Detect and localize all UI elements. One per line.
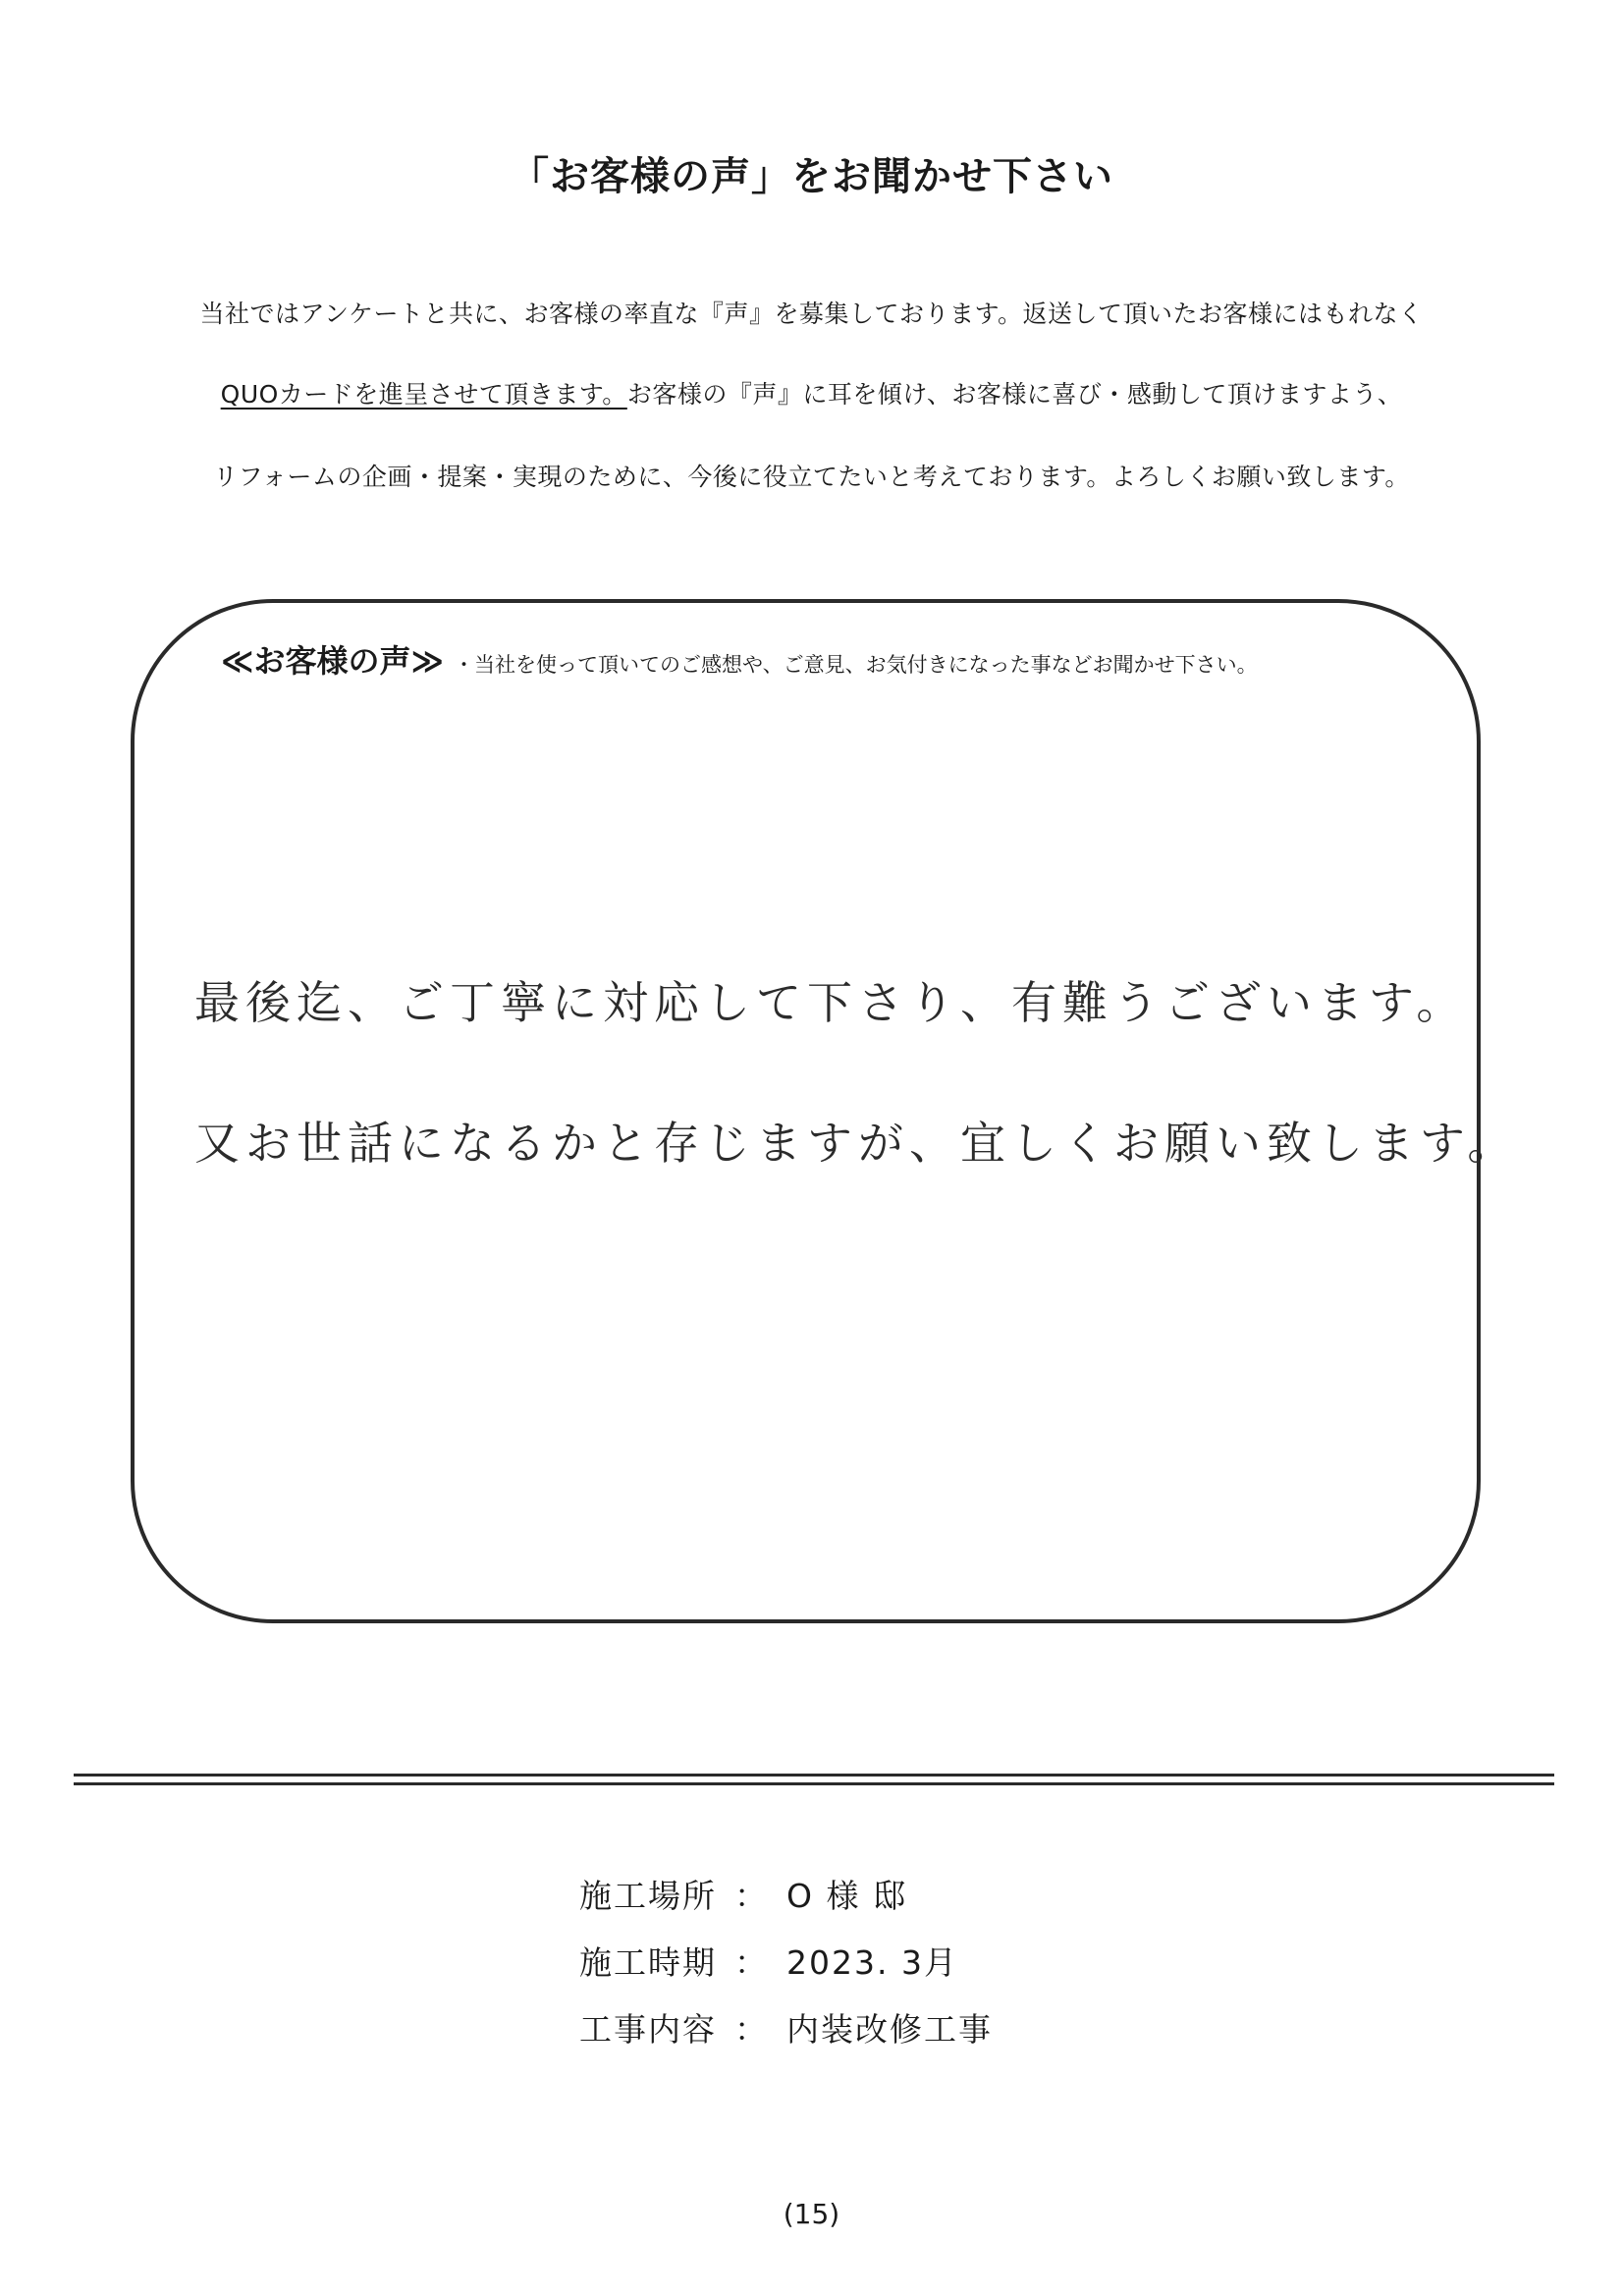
detail-separator: ：: [734, 2010, 769, 2049]
detail-label: 工事内容: [579, 2010, 717, 2049]
page-number: (15): [783, 2198, 840, 2230]
intro-line-2: [0, 375, 1623, 410]
handwritten-comment-line: 又お世話になるかと存じますが、宜しくお願い致します。: [194, 1117, 1519, 1170]
quo-card-offer: QUOカードを進呈させて頂きます。: [220, 380, 627, 409]
intro-line-2-rest: お客様の『声』に耳を傾け、お客様に喜び・感動して頂けますよう、: [626, 380, 1403, 409]
page-title: 「お客様の声」をお聞かせ下さい: [510, 154, 1113, 199]
detail-separator: ：: [734, 1943, 769, 1982]
detail-value: O 様 邸: [786, 1877, 907, 1915]
detail-row-work: [579, 2004, 993, 2050]
detail-label: 施工場所: [579, 1877, 717, 1915]
voice-box-note: ・当社を使って頂いてのご感想や、ご意見、お気付きになった事などお聞かせ下さい。: [454, 653, 1258, 677]
intro-line-3: リフォームの企画・提案・実現のために、今後に役立てたいと考えております。よろしくお願い致します。: [213, 463, 1410, 491]
detail-row-period: [579, 1938, 958, 1984]
voice-box-heading: ≪お客様の声≫: [221, 642, 445, 680]
detail-value: 内装改修工事: [786, 2010, 993, 2049]
double-divider: [74, 1774, 1554, 1785]
intro-line-1: 当社ではアンケートと共に、お客様の率直な『声』を募集しております。返送して頂いたお客様にはもれなく: [199, 300, 1424, 328]
voice-box-header: [221, 636, 1258, 682]
detail-label: 施工時期: [579, 1943, 717, 1982]
detail-separator: ：: [734, 1877, 769, 1915]
detail-value: 2023. 3月: [786, 1943, 958, 1982]
handwritten-comment-line: 最後迄、ご丁寧に対応して下さり、有難うございます。: [194, 976, 1468, 1029]
detail-row-location: [579, 1871, 907, 1917]
